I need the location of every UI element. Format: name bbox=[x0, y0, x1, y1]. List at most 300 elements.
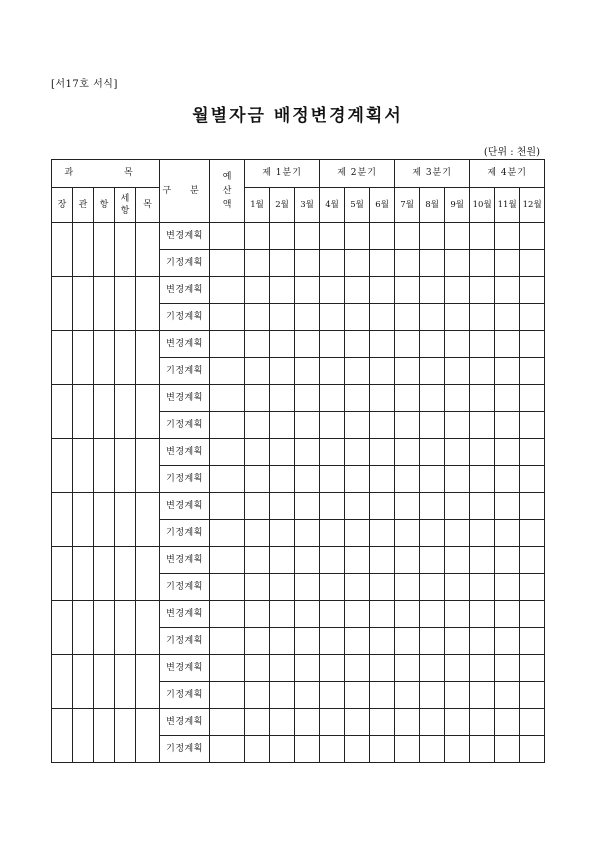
month-cell bbox=[295, 466, 320, 493]
account-cell bbox=[115, 709, 136, 763]
row-label-existing-plan: 기정계획 bbox=[160, 574, 210, 601]
account-cell bbox=[115, 331, 136, 385]
table-row bbox=[52, 277, 545, 304]
month-cell bbox=[270, 385, 295, 412]
month-cell bbox=[345, 385, 370, 412]
month-cell bbox=[270, 493, 295, 520]
month-cell bbox=[370, 493, 395, 520]
month-cell bbox=[320, 439, 345, 466]
account-cell bbox=[52, 439, 73, 493]
month-cell bbox=[295, 385, 320, 412]
month-cell bbox=[245, 331, 270, 358]
row-label-existing-plan: 기정계획 bbox=[160, 682, 210, 709]
month-cell bbox=[445, 682, 470, 709]
month-cell bbox=[445, 736, 470, 763]
month-cell bbox=[270, 412, 295, 439]
account-cell bbox=[115, 655, 136, 709]
month-cell bbox=[420, 574, 445, 601]
row-label-existing-plan: 기정계획 bbox=[160, 736, 210, 763]
table-row bbox=[52, 385, 545, 412]
month-cell bbox=[245, 466, 270, 493]
month-cell bbox=[345, 493, 370, 520]
month-cell bbox=[495, 385, 520, 412]
month-cell bbox=[495, 358, 520, 385]
row-label-existing-plan: 기정계획 bbox=[160, 250, 210, 277]
unit-note: (단위 : 천원) bbox=[483, 147, 540, 158]
month-cell bbox=[520, 601, 545, 628]
month-cell bbox=[470, 466, 495, 493]
month-cell bbox=[345, 601, 370, 628]
month-cell bbox=[395, 628, 420, 655]
account-cell bbox=[73, 493, 94, 547]
month-cell bbox=[495, 601, 520, 628]
account-cell bbox=[136, 547, 160, 601]
month-cell bbox=[470, 655, 495, 682]
month-cell bbox=[295, 601, 320, 628]
month-cell bbox=[495, 736, 520, 763]
month-cell bbox=[420, 304, 445, 331]
month-cell bbox=[345, 331, 370, 358]
header-month-2: 2월 bbox=[270, 188, 295, 223]
header-gubun: 구 분 bbox=[160, 160, 210, 223]
month-cell bbox=[395, 655, 420, 682]
month-cell bbox=[495, 547, 520, 574]
month-cell bbox=[245, 601, 270, 628]
month-cell bbox=[395, 682, 420, 709]
month-cell bbox=[520, 574, 545, 601]
account-cell bbox=[73, 709, 94, 763]
month-cell bbox=[320, 628, 345, 655]
month-cell bbox=[495, 250, 520, 277]
account-cell bbox=[94, 655, 115, 709]
budget-cell bbox=[210, 547, 245, 574]
month-cell bbox=[295, 655, 320, 682]
month-cell bbox=[320, 574, 345, 601]
month-cell bbox=[295, 250, 320, 277]
month-cell bbox=[495, 331, 520, 358]
account-cell bbox=[94, 547, 115, 601]
month-cell bbox=[370, 385, 395, 412]
month-cell bbox=[470, 628, 495, 655]
month-cell bbox=[420, 412, 445, 439]
month-cell bbox=[495, 520, 520, 547]
header-month-8: 8월 bbox=[420, 188, 445, 223]
month-cell bbox=[445, 358, 470, 385]
header-gwan: 관 bbox=[73, 188, 94, 223]
month-cell bbox=[245, 439, 270, 466]
month-cell bbox=[345, 655, 370, 682]
month-cell bbox=[320, 601, 345, 628]
month-cell bbox=[470, 331, 495, 358]
month-cell bbox=[270, 682, 295, 709]
month-cell bbox=[320, 331, 345, 358]
month-cell bbox=[295, 520, 320, 547]
month-cell bbox=[495, 628, 520, 655]
month-cell bbox=[295, 223, 320, 250]
month-cell bbox=[420, 439, 445, 466]
month-cell bbox=[370, 628, 395, 655]
account-cell bbox=[136, 601, 160, 655]
month-cell bbox=[420, 736, 445, 763]
month-cell bbox=[395, 709, 420, 736]
month-cell bbox=[420, 493, 445, 520]
month-cell bbox=[345, 412, 370, 439]
account-cell bbox=[52, 601, 73, 655]
month-cell bbox=[245, 412, 270, 439]
row-label-change-plan: 변경계획 bbox=[160, 601, 210, 628]
row-label-change-plan: 변경계획 bbox=[160, 331, 210, 358]
budget-cell bbox=[210, 412, 245, 439]
month-cell bbox=[520, 736, 545, 763]
account-cell bbox=[73, 655, 94, 709]
month-cell bbox=[520, 331, 545, 358]
account-cell bbox=[136, 223, 160, 277]
month-cell bbox=[270, 520, 295, 547]
month-cell bbox=[270, 466, 295, 493]
month-cell bbox=[245, 358, 270, 385]
month-cell bbox=[395, 493, 420, 520]
month-cell bbox=[470, 547, 495, 574]
header-quarter-1: 제 1분기 bbox=[245, 160, 320, 188]
month-cell bbox=[370, 466, 395, 493]
budget-cell bbox=[210, 493, 245, 520]
account-cell bbox=[94, 709, 115, 763]
month-cell bbox=[495, 223, 520, 250]
month-cell bbox=[345, 682, 370, 709]
budget-cell bbox=[210, 520, 245, 547]
header-quarter-3: 제 3분기 bbox=[395, 160, 470, 188]
month-cell bbox=[370, 304, 395, 331]
month-cell bbox=[270, 304, 295, 331]
month-cell bbox=[420, 520, 445, 547]
month-cell bbox=[245, 736, 270, 763]
month-cell bbox=[270, 574, 295, 601]
budget-cell bbox=[210, 223, 245, 250]
account-cell bbox=[52, 709, 73, 763]
month-cell bbox=[320, 385, 345, 412]
budget-cell bbox=[210, 358, 245, 385]
month-cell bbox=[345, 466, 370, 493]
month-cell bbox=[245, 277, 270, 304]
month-cell bbox=[470, 304, 495, 331]
month-cell bbox=[270, 628, 295, 655]
month-cell bbox=[295, 682, 320, 709]
month-cell bbox=[520, 250, 545, 277]
account-cell bbox=[94, 439, 115, 493]
month-cell bbox=[395, 385, 420, 412]
month-cell bbox=[370, 331, 395, 358]
budget-cell bbox=[210, 736, 245, 763]
account-cell bbox=[115, 601, 136, 655]
month-cell bbox=[420, 709, 445, 736]
budget-cell bbox=[210, 466, 245, 493]
header-month-4: 4월 bbox=[320, 188, 345, 223]
row-label-change-plan: 변경계획 bbox=[160, 493, 210, 520]
month-cell bbox=[445, 574, 470, 601]
month-cell bbox=[495, 277, 520, 304]
month-cell bbox=[370, 574, 395, 601]
month-cell bbox=[470, 736, 495, 763]
account-cell bbox=[94, 493, 115, 547]
header-month-5: 5월 bbox=[345, 188, 370, 223]
month-cell bbox=[395, 277, 420, 304]
row-label-change-plan: 변경계획 bbox=[160, 277, 210, 304]
month-cell bbox=[395, 331, 420, 358]
month-cell bbox=[270, 601, 295, 628]
month-cell bbox=[320, 682, 345, 709]
month-cell bbox=[245, 520, 270, 547]
budget-cell bbox=[210, 709, 245, 736]
month-cell bbox=[420, 385, 445, 412]
month-cell bbox=[320, 547, 345, 574]
month-cell bbox=[520, 277, 545, 304]
account-cell bbox=[52, 655, 73, 709]
month-cell bbox=[445, 439, 470, 466]
month-cell bbox=[520, 520, 545, 547]
table-row bbox=[52, 655, 545, 682]
row-label-existing-plan: 기정계획 bbox=[160, 466, 210, 493]
form-number: [서17호 서식] bbox=[51, 79, 118, 90]
account-cell bbox=[52, 223, 73, 277]
month-cell bbox=[320, 520, 345, 547]
month-cell bbox=[420, 466, 445, 493]
month-cell bbox=[370, 358, 395, 385]
month-cell bbox=[445, 709, 470, 736]
allocation-table bbox=[51, 159, 545, 763]
month-cell bbox=[295, 628, 320, 655]
row-label-change-plan: 변경계획 bbox=[160, 439, 210, 466]
month-cell bbox=[370, 547, 395, 574]
month-cell bbox=[520, 655, 545, 682]
month-cell bbox=[345, 250, 370, 277]
month-cell bbox=[395, 520, 420, 547]
row-label-change-plan: 변경계획 bbox=[160, 547, 210, 574]
month-cell bbox=[495, 466, 520, 493]
header-month-9: 9월 bbox=[445, 188, 470, 223]
month-cell bbox=[395, 439, 420, 466]
month-cell bbox=[470, 709, 495, 736]
month-cell bbox=[495, 304, 520, 331]
month-cell bbox=[520, 223, 545, 250]
month-cell bbox=[345, 304, 370, 331]
month-cell bbox=[270, 439, 295, 466]
header-sehang: 세 항 bbox=[115, 188, 136, 223]
month-cell bbox=[370, 520, 395, 547]
month-cell bbox=[370, 223, 395, 250]
month-cell bbox=[270, 223, 295, 250]
month-cell bbox=[495, 655, 520, 682]
header-month-7: 7월 bbox=[395, 188, 420, 223]
header-budget: 예 산 액 bbox=[210, 160, 245, 223]
month-cell bbox=[295, 358, 320, 385]
month-cell bbox=[445, 331, 470, 358]
month-cell bbox=[395, 412, 420, 439]
month-cell bbox=[520, 358, 545, 385]
account-cell bbox=[115, 277, 136, 331]
header-mok: 목 bbox=[136, 188, 160, 223]
month-cell bbox=[370, 277, 395, 304]
account-cell bbox=[73, 223, 94, 277]
month-cell bbox=[395, 304, 420, 331]
month-cell bbox=[245, 682, 270, 709]
document-title: 월별자금 배정변경계획서 bbox=[192, 106, 403, 126]
month-cell bbox=[370, 412, 395, 439]
month-cell bbox=[470, 682, 495, 709]
month-cell bbox=[345, 547, 370, 574]
month-cell bbox=[520, 493, 545, 520]
account-cell bbox=[94, 277, 115, 331]
month-cell bbox=[470, 223, 495, 250]
month-cell bbox=[295, 304, 320, 331]
account-cell bbox=[73, 547, 94, 601]
month-cell bbox=[470, 601, 495, 628]
month-cell bbox=[245, 574, 270, 601]
month-cell bbox=[395, 358, 420, 385]
month-cell bbox=[420, 682, 445, 709]
month-cell bbox=[245, 547, 270, 574]
month-cell bbox=[470, 250, 495, 277]
header-month-1: 1월 bbox=[245, 188, 270, 223]
row-label-change-plan: 변경계획 bbox=[160, 385, 210, 412]
month-cell bbox=[520, 439, 545, 466]
month-cell bbox=[295, 331, 320, 358]
header-month-6: 6월 bbox=[370, 188, 395, 223]
month-cell bbox=[395, 466, 420, 493]
account-cell bbox=[136, 493, 160, 547]
header-month-3: 3월 bbox=[295, 188, 320, 223]
account-cell bbox=[136, 385, 160, 439]
month-cell bbox=[270, 358, 295, 385]
month-cell bbox=[495, 574, 520, 601]
month-cell bbox=[270, 655, 295, 682]
row-label-change-plan: 변경계획 bbox=[160, 709, 210, 736]
month-cell bbox=[345, 574, 370, 601]
table-row bbox=[52, 331, 545, 358]
header-month-12: 12월 bbox=[520, 188, 545, 223]
account-cell bbox=[115, 493, 136, 547]
month-cell bbox=[470, 412, 495, 439]
month-cell bbox=[320, 466, 345, 493]
month-cell bbox=[320, 223, 345, 250]
table-row bbox=[52, 547, 545, 574]
account-cell bbox=[94, 223, 115, 277]
month-cell bbox=[445, 223, 470, 250]
budget-cell bbox=[210, 601, 245, 628]
month-cell bbox=[445, 628, 470, 655]
month-cell bbox=[520, 682, 545, 709]
month-cell bbox=[345, 628, 370, 655]
month-cell bbox=[245, 223, 270, 250]
month-cell bbox=[395, 250, 420, 277]
month-cell bbox=[295, 709, 320, 736]
month-cell bbox=[370, 439, 395, 466]
month-cell bbox=[445, 304, 470, 331]
month-cell bbox=[470, 520, 495, 547]
month-cell bbox=[295, 574, 320, 601]
month-cell bbox=[370, 250, 395, 277]
account-cell bbox=[136, 439, 160, 493]
account-cell bbox=[94, 601, 115, 655]
header-month-11: 11월 bbox=[495, 188, 520, 223]
account-cell bbox=[73, 385, 94, 439]
month-cell bbox=[345, 439, 370, 466]
month-cell bbox=[320, 304, 345, 331]
account-cell bbox=[115, 223, 136, 277]
month-cell bbox=[420, 331, 445, 358]
month-cell bbox=[320, 709, 345, 736]
month-cell bbox=[370, 655, 395, 682]
account-cell bbox=[94, 385, 115, 439]
account-cell bbox=[52, 385, 73, 439]
month-cell bbox=[370, 709, 395, 736]
month-cell bbox=[245, 655, 270, 682]
month-cell bbox=[345, 736, 370, 763]
month-cell bbox=[520, 547, 545, 574]
table-row bbox=[52, 709, 545, 736]
account-cell bbox=[73, 277, 94, 331]
budget-cell bbox=[210, 385, 245, 412]
month-cell bbox=[445, 547, 470, 574]
month-cell bbox=[445, 466, 470, 493]
month-cell bbox=[420, 601, 445, 628]
month-cell bbox=[370, 736, 395, 763]
month-cell bbox=[520, 304, 545, 331]
month-cell bbox=[445, 493, 470, 520]
month-cell bbox=[520, 466, 545, 493]
table-row bbox=[52, 439, 545, 466]
month-cell bbox=[395, 601, 420, 628]
month-cell bbox=[345, 358, 370, 385]
budget-cell bbox=[210, 439, 245, 466]
month-cell bbox=[520, 385, 545, 412]
month-cell bbox=[245, 628, 270, 655]
account-cell bbox=[115, 439, 136, 493]
budget-cell bbox=[210, 304, 245, 331]
month-cell bbox=[445, 412, 470, 439]
month-cell bbox=[245, 493, 270, 520]
month-cell bbox=[295, 736, 320, 763]
month-cell bbox=[295, 412, 320, 439]
month-cell bbox=[245, 709, 270, 736]
month-cell bbox=[345, 709, 370, 736]
month-cell bbox=[420, 547, 445, 574]
month-cell bbox=[320, 736, 345, 763]
month-cell bbox=[270, 547, 295, 574]
month-cell bbox=[470, 574, 495, 601]
month-cell bbox=[495, 682, 520, 709]
header-row-1 bbox=[52, 160, 545, 188]
month-cell bbox=[345, 223, 370, 250]
header-month-10: 10월 bbox=[470, 188, 495, 223]
account-cell bbox=[73, 439, 94, 493]
month-cell bbox=[395, 547, 420, 574]
month-cell bbox=[420, 223, 445, 250]
account-cell bbox=[136, 709, 160, 763]
month-cell bbox=[295, 439, 320, 466]
account-cell bbox=[52, 547, 73, 601]
month-cell bbox=[495, 493, 520, 520]
month-cell bbox=[395, 223, 420, 250]
month-cell bbox=[420, 277, 445, 304]
month-cell bbox=[420, 655, 445, 682]
row-label-existing-plan: 기정계획 bbox=[160, 412, 210, 439]
month-cell bbox=[245, 304, 270, 331]
budget-cell bbox=[210, 250, 245, 277]
month-cell bbox=[445, 277, 470, 304]
account-cell bbox=[136, 655, 160, 709]
header-hang: 항 bbox=[94, 188, 115, 223]
month-cell bbox=[295, 277, 320, 304]
